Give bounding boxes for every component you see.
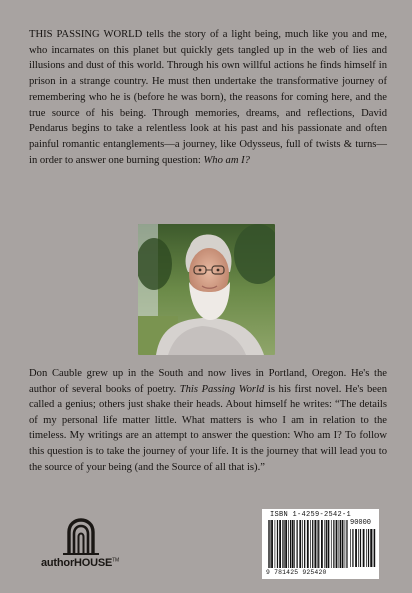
ean-digits: 9 781425 925420 (266, 569, 327, 576)
blurb-question: Who am I? (203, 154, 250, 166)
bio-text-1: Don Cauble grew up in the South and now lives in Portland, Oregon. He's the author of several books of poetry. (29, 368, 387, 395)
publisher-logo (41, 518, 121, 570)
author-photo (138, 224, 275, 355)
blurb-text: THIS PASSING WORLD tells the story of a light being, much like you and me, who incarnates on this planet but quickly gets tangled up in the web of lies and illusions and dust of this world. Through his own willful actions he finds himself in prison in a strange country. He must then undertake the transformative journey of remembering who he is (before he was born), the reasons for coming here, and the true source of his being. Through memories, dreams, and reflections, David Pendarus begins to take a relentless look at his past and his passionate and often painful romantic entanglements—a journey, like Odysseus, full of twists & turns—in order to answer one burning question: (29, 29, 387, 166)
author-bio (29, 366, 387, 475)
house-arch-icon (41, 518, 121, 556)
back-cover-blurb (29, 27, 387, 168)
price-bars (350, 529, 376, 567)
bio-text-2: is his first novel. He's been called a genius; others just shake their heads. About himself he writes: “The details of my personal life matter little. What matters is who I am in relation to the timeless. My writings are an attempt to answer the question: Who am I? To follow this question is to take the journey of your life. It is the journey that will lead you to the source of your being (and the Source of all that is).” (29, 383, 387, 473)
isbn-barcode (262, 509, 379, 579)
bio-book-title: This Passing World (179, 383, 265, 395)
trademark-mark: TM (112, 557, 119, 564)
isbn-label: ISBN 1-4259-2542-1 (270, 511, 352, 519)
publisher-wordmark: authorHOUSE™ (41, 557, 119, 569)
ean-bars (268, 520, 348, 568)
price-code: 90000 (350, 519, 372, 527)
